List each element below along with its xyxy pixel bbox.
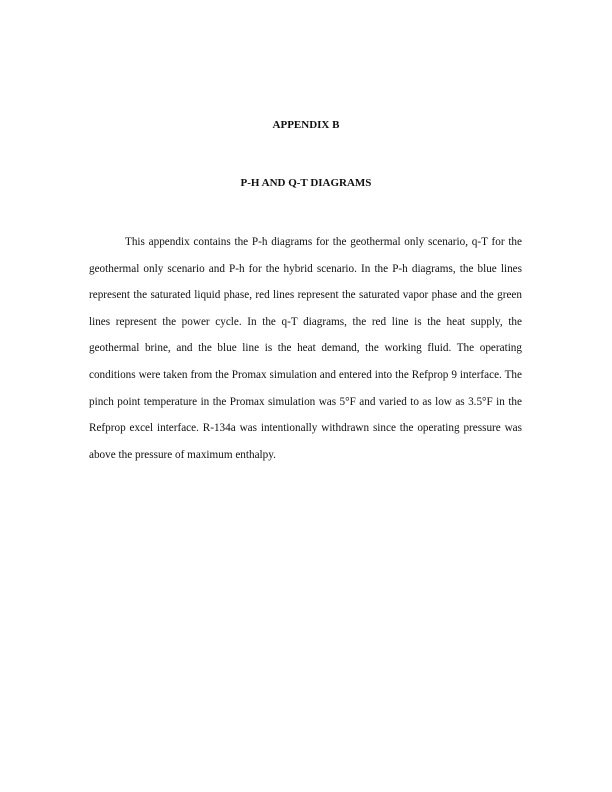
body-paragraph: This appendix contains the P-h diagrams for the geothermal only scenario, q-T for the geothermal only scenario and P-h for the hybrid scenario. In the P-h diagrams, the blue lines represent the saturated liquid phase, red lines represent the saturated vapor phase and the green lines represent the power cycle. In the q-T diagrams, the red line is the heat supply, the geothermal brine, and the blue line is the heat demand, the working fluid. The operating conditions were taken from the Promax simulation and entered into the Refprop 9 interface. The pinch point temperature in the Promax simulation was 5°F and varied to as low as 3.5°F in the Refprop excel interface. R-134a was intentionally withdrawn since the operating pressure was above the pressure of maximum enthalpy. [89, 236, 522, 461]
section-title: P-H AND Q-T DIAGRAMS [240, 177, 372, 189]
appendix-title: APPENDIX B [272, 119, 340, 131]
